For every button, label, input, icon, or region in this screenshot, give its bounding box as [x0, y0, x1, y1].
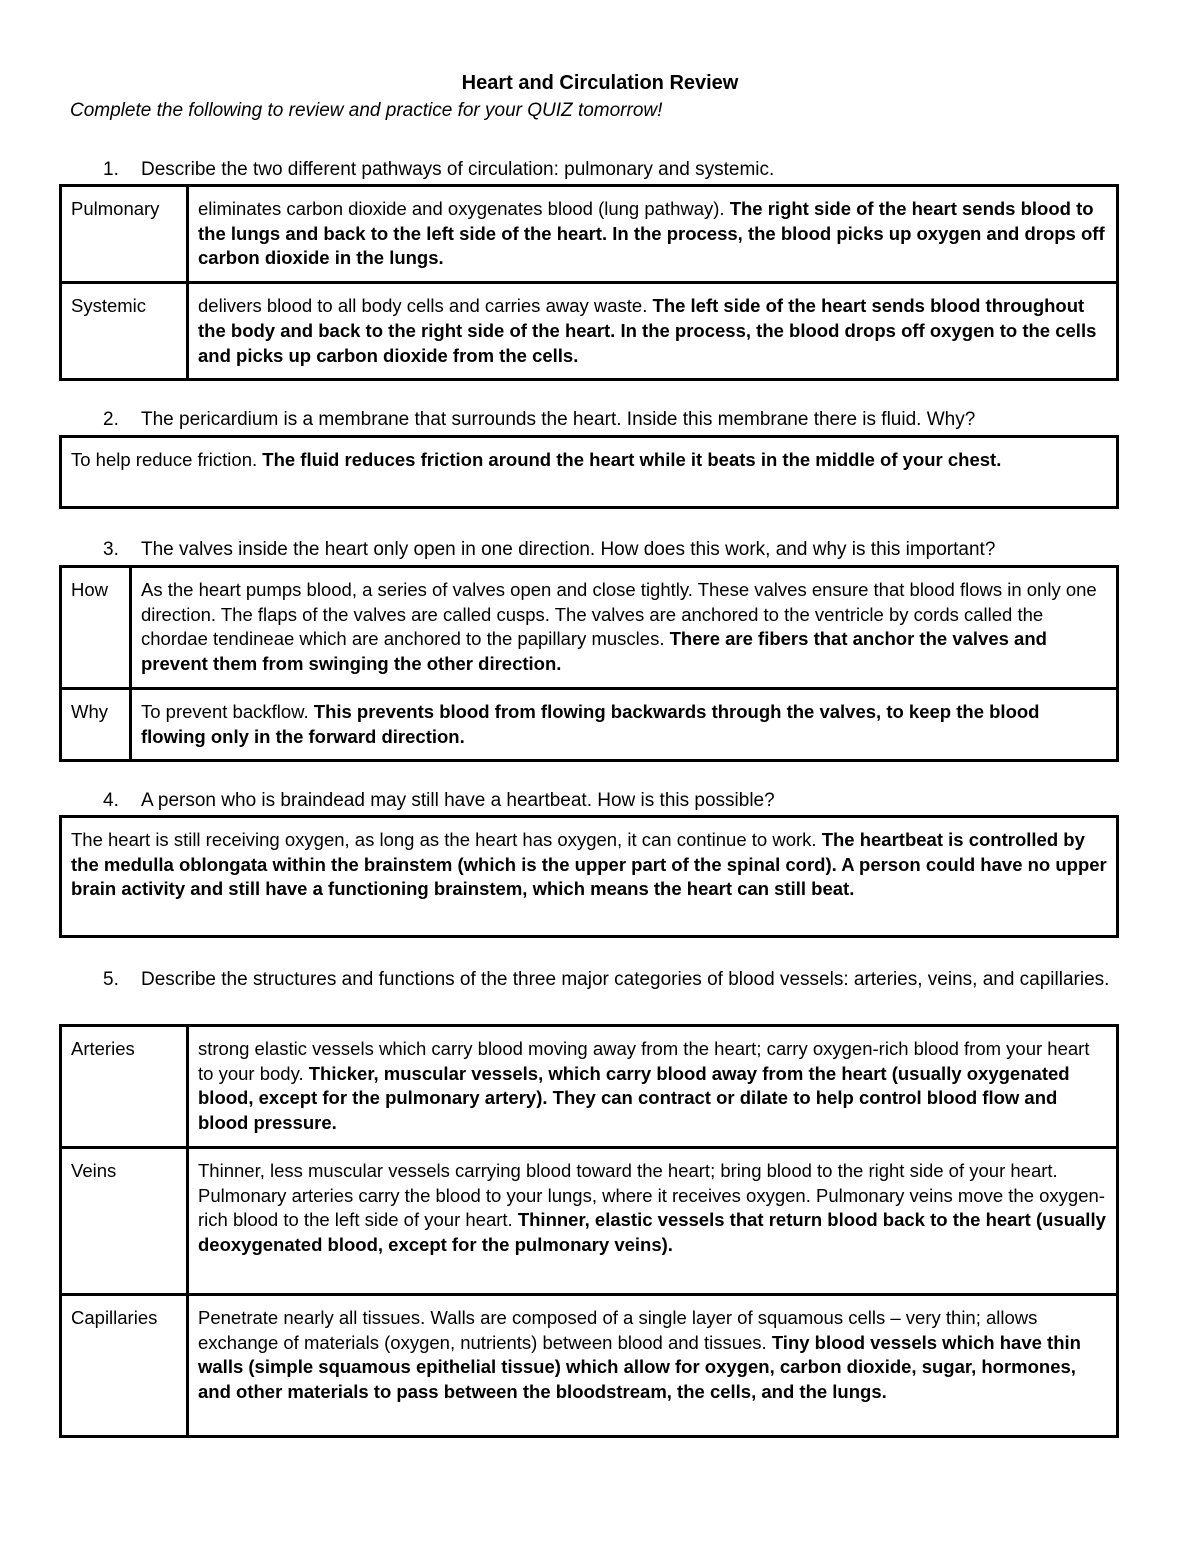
- valves-table: [59, 565, 1119, 762]
- table-row: [61, 283, 1118, 380]
- question-1: [103, 156, 1113, 184]
- answer-text: To prevent backflow.: [141, 701, 314, 722]
- answer-emphasis: Thinner, elastic vessels that return blood back to the heart (usually deoxygenated blood, except for the pulmonary veins).: [198, 1209, 1106, 1255]
- row-label: Pulmonary: [61, 186, 188, 283]
- page-subtitle: Complete the following to review and practice for your QUIZ tomorrow!: [70, 100, 663, 121]
- answer-cell: [188, 1026, 1118, 1148]
- question-prompt: Describe the structures and functions of the three major categories of blood vessels: arteries, veins, and capillaries.: [141, 969, 1110, 990]
- answer-text: As the heart pumps blood, a series of valves open and close tightly. These valves ensure that blood flows in only one direction. The flaps of the valves are called cusps. The valves are anchored to the ventricle by cords called the chordae tendineae which are anchored to the papillary muscles.: [141, 579, 1097, 650]
- answer-emphasis: The fluid reduces friction around the heart while it beats in the middle of your chest.: [262, 449, 1002, 470]
- question-5: [103, 966, 1113, 994]
- table-row: [61, 437, 1118, 508]
- question-prompt: The valves inside the heart only open in one direction. How does this work, and why is this important?: [141, 539, 996, 560]
- row-label: Veins: [61, 1147, 188, 1294]
- table-row: [61, 186, 1118, 283]
- answer-text: To help reduce friction.: [71, 449, 263, 470]
- row-label: Capillaries: [61, 1294, 188, 1436]
- blood-vessels-table: [59, 1024, 1119, 1438]
- answer-text: The heart is still receiving oxygen, as long as the heart has oxygen, it can continue to work.: [71, 829, 822, 850]
- answer-text: Thinner, less muscular vessels carrying blood toward the heart; bring blood to the right side of your heart. Pulmonary arteries carry the blood to your lungs, where it receives oxygen. Pulmonary veins move the oxygen-rich blood to the left side of your heart.: [198, 1159, 1105, 1231]
- answer-emphasis: This prevents blood from flowing backwards through the valves, to keep the blood flowing only in the forward direction.: [141, 701, 1040, 747]
- answer-cell: [188, 186, 1118, 283]
- question-prompt: Describe the two different pathways of circulation: pulmonary and systemic.: [141, 159, 775, 180]
- table-row: [61, 689, 1118, 761]
- page-title: Heart and Circulation Review: [461, 72, 739, 94]
- answer-text: eliminates carbon dioxide and oxygenates blood (lung pathway).: [198, 198, 730, 219]
- answer-text: strong elastic vessels which carry blood moving away from the heart; carry oxygen-rich blood from your heart to your body.: [198, 1038, 1090, 1084]
- answer-emphasis: The heartbeat is controlled by the medulla oblongata within the brainstem (which is the upper part of the spinal cord). A person could have no upper brain activity and still have a functioning brainstem, which means the heart can still beat.: [71, 829, 1107, 900]
- question-2: [103, 406, 1113, 434]
- row-label: How: [61, 567, 131, 689]
- answer-emphasis: Tiny blood vessels which have thin walls (simple squamous epithelial tissue) which allow for oxygen, carbon dioxide, sugar, hormones, and other materials to pass between the bloodstream, the cells, and the lungs.: [198, 1331, 1081, 1402]
- table-row: [61, 567, 1118, 689]
- question-number: 2.: [103, 409, 119, 430]
- pathways-table: [59, 184, 1119, 381]
- row-label: Why: [61, 689, 131, 761]
- question-number: 5.: [103, 969, 119, 990]
- answer-cell: [61, 437, 1118, 508]
- table-row: [61, 1294, 1118, 1436]
- row-label: Arteries: [61, 1026, 188, 1148]
- answer-text: delivers blood to all body cells and carries away waste.: [198, 295, 653, 317]
- table-row: [61, 1147, 1118, 1294]
- question-number: 3.: [103, 539, 119, 560]
- answer-emphasis: The right side of the heart sends blood to the lungs and back to the left side of the heart. In the process, the blood picks up oxygen and drops off carbon dioxide in the lungs.: [198, 198, 1105, 269]
- table-row: [61, 1026, 1118, 1148]
- row-label: Systemic: [61, 283, 188, 380]
- answer-cell: [188, 1147, 1118, 1294]
- table-row: [61, 817, 1118, 937]
- braindead-answer-box: [59, 815, 1119, 938]
- question-4: [103, 787, 1113, 815]
- answer-cell: [131, 567, 1118, 689]
- answer-cell: [61, 817, 1118, 937]
- question-3: [103, 536, 1113, 564]
- question-prompt: A person who is braindead may still have a heartbeat. How is this possible?: [141, 790, 775, 811]
- question-number: 1.: [103, 159, 119, 180]
- answer-cell: [188, 283, 1118, 380]
- answer-emphasis: Thicker, muscular vessels, which carry blood away from the heart (usually oxygenated blood, except for the pulmonary artery). They can contract or dilate to help control blood flow and blood pressure.: [198, 1062, 1070, 1134]
- pericardium-answer-box: [59, 435, 1119, 509]
- answer-text: Penetrate nearly all tissues. Walls are composed of a single layer of squamous cells – very thin; allows exchange of materials (oxygen, nutrients) between blood and tissues.: [198, 1306, 1038, 1353]
- question-prompt: The pericardium is a membrane that surrounds the heart. Inside this membrane there is fluid. Why?: [141, 409, 976, 430]
- answer-cell: [131, 689, 1118, 761]
- answer-emphasis: There are fibers that anchor the valves and prevent them from swinging the other direction.: [141, 628, 1047, 675]
- answer-emphasis: The left side of the heart sends blood throughout the body and back to the right side of the heart. In the process, the blood drops off oxygen to the cells and picks up carbon dioxide from the cells.: [198, 295, 1097, 366]
- question-number: 4.: [103, 790, 119, 811]
- answer-cell: [188, 1294, 1118, 1436]
